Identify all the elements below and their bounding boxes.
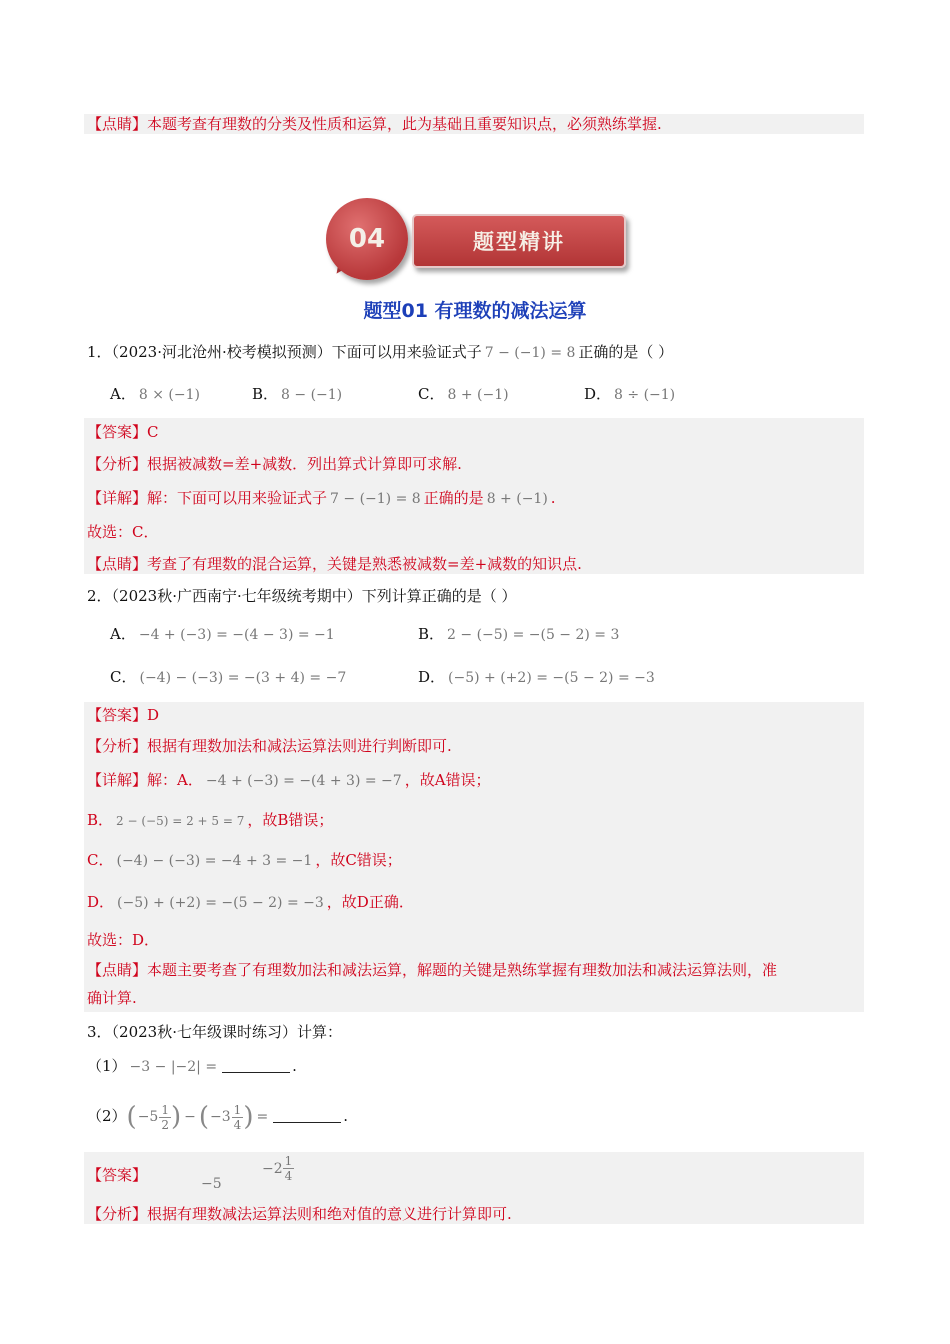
answer-tag: 【答案】 xyxy=(87,706,148,724)
point-text: 本题主要考查了有理数加法和减法运算，解题的关键是熟练掌握有理数加法和减法运算法则，准 xyxy=(147,961,778,979)
q3-part1 xyxy=(87,1056,297,1077)
q2-detail-c xyxy=(87,850,402,871)
equals-sign: = xyxy=(256,1109,269,1125)
option-letter: B． xyxy=(418,625,445,643)
answer-tag: 【答案】 xyxy=(87,423,148,441)
q1-option-c xyxy=(418,384,512,405)
q3-analysis xyxy=(87,1204,512,1224)
left-paren: ( xyxy=(126,1102,137,1132)
banner-number-badge: 04 xyxy=(326,198,408,280)
analysis-tag: 【分析】 xyxy=(87,737,148,755)
option-math: 8 × (−1) xyxy=(138,387,200,403)
q3-part2 xyxy=(87,1098,348,1135)
detail-letter: B． xyxy=(87,811,114,829)
minus-sign: − xyxy=(184,1109,196,1125)
q3-answer-1: −5 xyxy=(201,1176,222,1192)
detail-math: 2 − (−5) = 2 + 5 = 7 xyxy=(116,814,245,828)
q2-stem: 2．（2023秋·广西南宁·七年级统考期中）下列计算正确的是（ ） xyxy=(87,587,517,605)
q2-option-d xyxy=(418,667,658,688)
part-end: . xyxy=(292,1057,297,1075)
q3-answer-2 xyxy=(262,1154,294,1183)
detail-mid: 正确的是 xyxy=(423,489,484,507)
q1-answer xyxy=(87,422,159,442)
q2-analysis xyxy=(87,736,452,756)
detail-math: 7 − (−1) = 8 xyxy=(330,491,421,507)
numerator: 1 xyxy=(233,1102,242,1117)
option-math: 8 + (−1) xyxy=(447,387,509,403)
q1-stem-suffix: 正确的是（ ） xyxy=(578,343,674,361)
denominator: 4 xyxy=(233,1117,242,1132)
q1-point xyxy=(87,554,582,574)
q1-option-a xyxy=(110,384,203,405)
numerator: 1 xyxy=(161,1102,169,1117)
fraction xyxy=(283,1154,295,1183)
detail-prefix: 解：A． xyxy=(147,771,203,789)
q1-detail xyxy=(87,488,556,509)
q1-option-d xyxy=(584,384,678,405)
q2-choice: 故选：D． xyxy=(87,931,160,949)
answer-blank xyxy=(273,1108,341,1123)
option-letter: C． xyxy=(110,668,137,686)
detail-math: (−4) − (−3) = −4 + 3 = −1 xyxy=(116,853,313,869)
detail-letter: D． xyxy=(87,893,115,911)
analysis-text: 根据有理数加法和减法运算法则进行判断即可. xyxy=(147,737,452,755)
point-text: 考查了有理数的混合运算，关键是熟悉被减数=差+减数的知识点. xyxy=(147,555,582,573)
q2-detail-b xyxy=(87,810,333,831)
detail-tag: 【详解】 xyxy=(87,771,148,789)
detail-math: (−5) + (+2) = −(5 − 2) = −3 xyxy=(117,895,324,911)
detail-letter: C． xyxy=(87,851,114,869)
option-letter: A． xyxy=(110,385,136,403)
q1-stem-math: 7 − (−1) = 8 xyxy=(484,345,576,361)
detail-math: −4 + (−3) = −(4 + 3) = −7 xyxy=(205,773,402,789)
answer-blank xyxy=(222,1058,290,1073)
option-letter: A． xyxy=(110,625,136,643)
option-letter: C． xyxy=(418,385,445,403)
q2-detail-a xyxy=(87,770,491,791)
detail-end: ，故A错误； xyxy=(404,771,491,789)
mixed-whole: −5 xyxy=(137,1109,159,1125)
fraction xyxy=(232,1103,244,1132)
right-paren: ) xyxy=(243,1102,254,1132)
top-note xyxy=(87,114,662,134)
section-title: 题型01 有理数的减法运算 xyxy=(363,300,587,322)
option-math: 8 − (−1) xyxy=(281,387,343,403)
detail-end: ，故C错误； xyxy=(315,851,402,869)
q2-point-continued: 确计算. xyxy=(87,989,137,1007)
numerator: 1 xyxy=(284,1154,293,1168)
analysis-text: 根据被减数=差+减数．列出算式计算即可求解. xyxy=(147,455,462,473)
q1-stem xyxy=(87,342,673,363)
option-letter: B． xyxy=(252,385,279,403)
q1-stem-prefix: 1．（2023·河北沧州·校考模拟预测）下面可以用来验证式子 xyxy=(87,343,482,361)
left-paren: ( xyxy=(198,1102,210,1132)
point-tag: 【点睛】 xyxy=(87,961,148,979)
detail-prefix: 解：下面可以用来验证式子 xyxy=(147,489,328,507)
answer-value: D xyxy=(147,706,160,724)
q2-option-b xyxy=(418,624,622,645)
option-math: (−4) − (−3) = −(3 + 4) = −7 xyxy=(139,670,347,686)
analysis-text: 根据有理数减法运算法则和绝对值的意义进行计算即可. xyxy=(147,1205,512,1223)
analysis-tag: 【分析】 xyxy=(87,455,148,473)
part-label: （2） xyxy=(87,1107,127,1125)
q2-option-a xyxy=(110,624,338,645)
option-math: −4 + (−3) = −(4 − 3) = −1 xyxy=(138,627,335,643)
denominator: 2 xyxy=(161,1117,169,1132)
option-letter: D． xyxy=(584,385,612,403)
part-label: （1） xyxy=(87,1057,127,1075)
top-note-tag: 【点睛】 xyxy=(87,115,148,133)
detail-end: ，故D正确． xyxy=(326,893,414,911)
analysis-tag: 【分析】 xyxy=(87,1205,148,1223)
option-math: 2 − (−5) = −(5 − 2) = 3 xyxy=(447,627,620,643)
q1-choice: 故选：C． xyxy=(87,523,159,541)
right-paren: ) xyxy=(170,1102,182,1132)
q2-detail-d xyxy=(87,892,414,913)
q3-answer-tag: 【答案】 xyxy=(87,1166,148,1184)
q1-analysis xyxy=(87,454,462,474)
mixed-whole: −2 xyxy=(262,1161,283,1177)
q2-answer xyxy=(87,705,159,725)
part-math: −3 − |−2| = xyxy=(129,1059,218,1075)
fraction xyxy=(159,1103,171,1132)
denominator: 4 xyxy=(284,1169,293,1183)
part-end: . xyxy=(343,1107,348,1125)
option-math: (−5) + (+2) = −(5 − 2) = −3 xyxy=(448,670,655,686)
option-math: 8 ÷ (−1) xyxy=(614,387,676,403)
point-tag: 【点睛】 xyxy=(87,555,148,573)
q1-option-b xyxy=(252,384,345,405)
q2-point xyxy=(87,960,777,980)
detail-end: ，故B错误； xyxy=(247,811,334,829)
banner-label: 题型精讲 xyxy=(412,214,626,268)
answer-value: C xyxy=(147,423,159,441)
mixed-whole: −3 xyxy=(210,1109,231,1125)
option-letter: D． xyxy=(418,668,446,686)
top-note-text: 本题考查有理数的分类及性质和运算，此为基础且重要知识点，必须熟练掌握. xyxy=(147,115,662,133)
q3-stem: 3．（2023秋·七年级课时练习）计算： xyxy=(87,1023,342,1041)
detail-tag: 【详解】 xyxy=(87,489,148,507)
detail-end: . xyxy=(550,489,556,507)
detail-math: 8 + (−1) xyxy=(486,491,548,507)
q2-option-c xyxy=(110,667,349,688)
